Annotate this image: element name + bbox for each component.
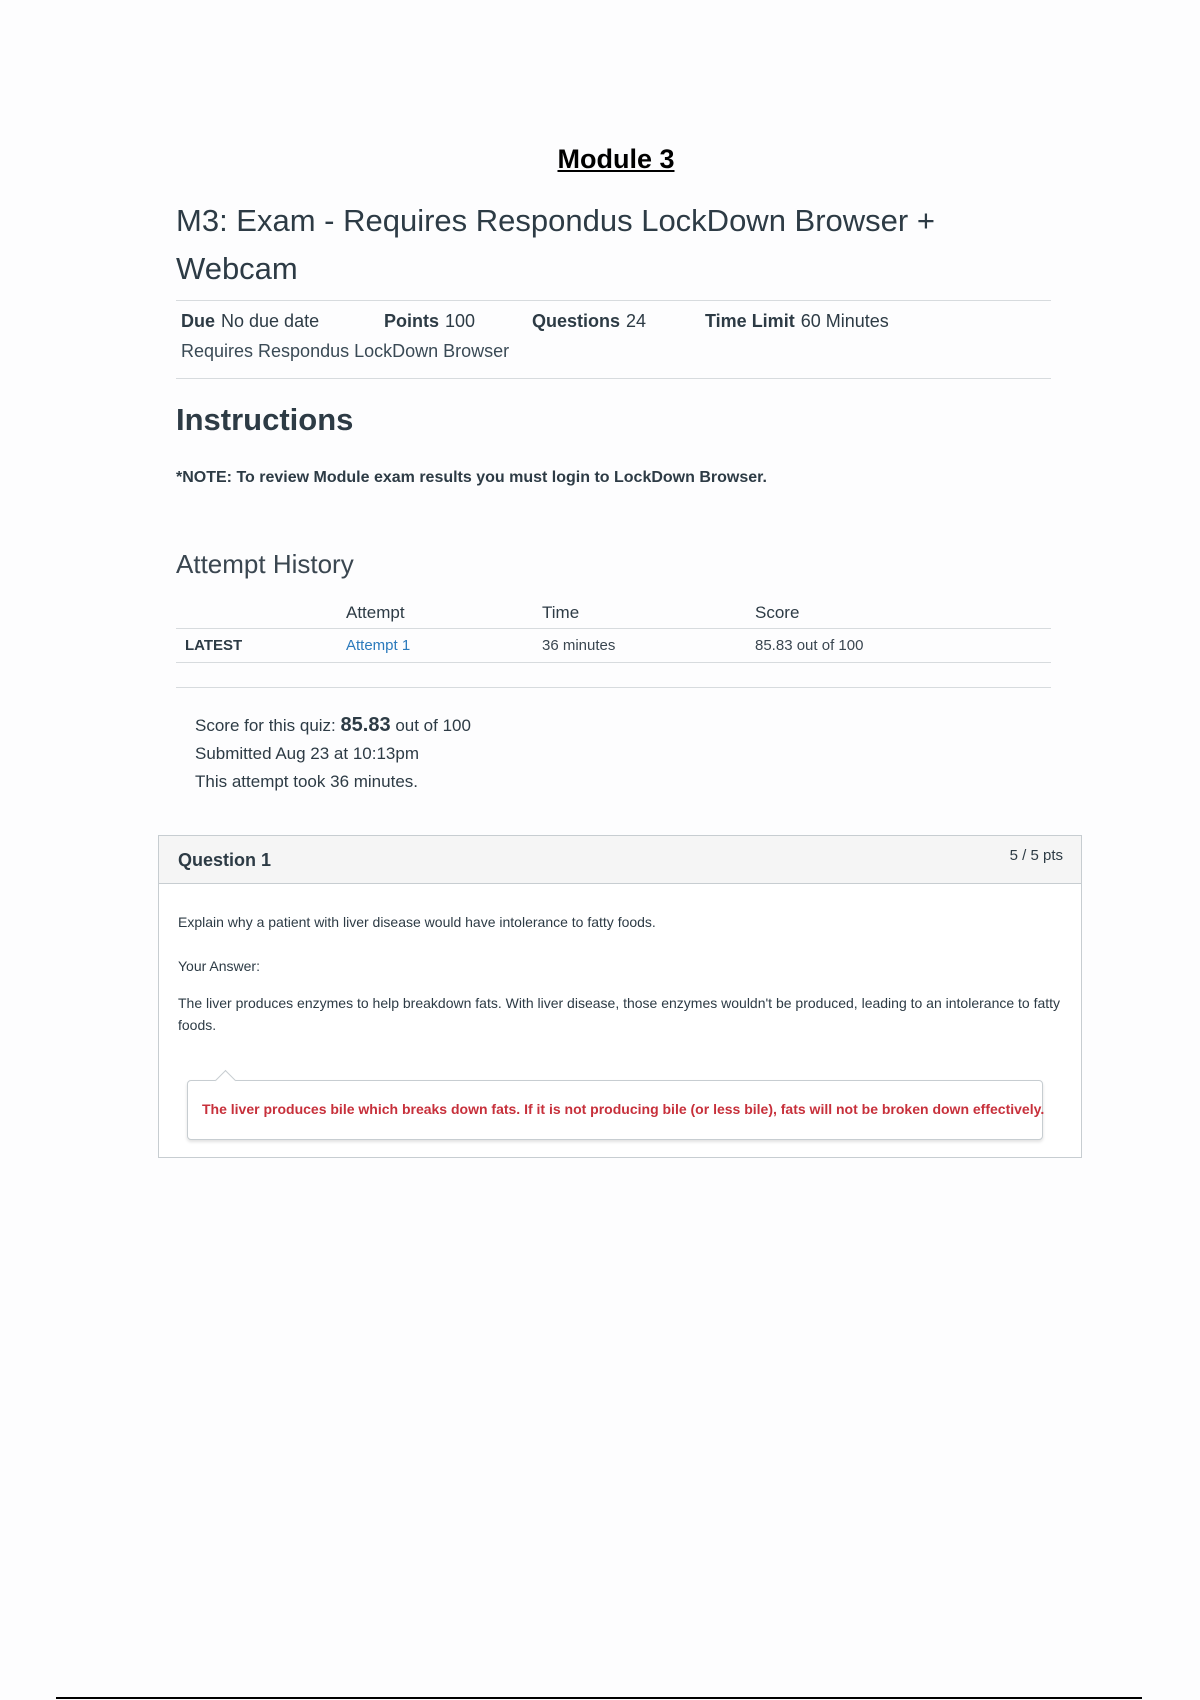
score-suffix: out of 100 [395,716,471,735]
score-summary [195,711,471,796]
divider [176,687,1051,688]
questions-label: Questions [532,311,621,331]
submitted-text: Submitted Aug 23 at 10:13pm [195,744,419,763]
time-limit-label: Time Limit [705,311,795,331]
your-answer-label: Your Answer: [178,958,260,974]
due-label: Due [181,311,216,331]
table-header-row [176,596,1051,629]
points-meta [384,311,475,332]
attempt-history-heading: Attempt History [176,549,354,579]
question-title: Question 1 [178,850,272,870]
column-header-attempt: Attempt [346,603,405,622]
answer-text: The liver produces enzymes to help breakdown fats. With liver disease, those enzymes wouldn't be produced, leading to an intolerance to fatty foods. [178,995,1061,1033]
questions-meta [532,311,646,332]
feedback-text: The liver produces bile which breaks down fats. If it is not producing bile (or less bile), fats will not be broken down effectively. [202,1101,1045,1117]
divider [176,378,1051,379]
questions-value: 24 [626,311,647,331]
score-line [195,711,471,740]
duration-text: This attempt took 36 minutes. [195,772,418,791]
latest-badge: LATEST [185,637,243,654]
instructions-note: *NOTE: To review Module exam results you must login to LockDown Browser. [176,469,767,486]
points-label: Points [384,311,440,331]
question-text: Explain why a patient with liver disease would have intolerance to fatty foods. [178,914,656,930]
instructions-heading: Instructions [176,402,354,437]
quiz-title: M3: Exam - Requires Respondus LockDown Browser + Webcam [176,203,935,286]
page-footer-rule [56,1697,1142,1699]
table-row [176,629,1051,663]
quiz-meta [181,311,1051,362]
attempt-score: 85.83 out of 100 [755,637,864,654]
feedback-box [187,1080,1043,1140]
lockdown-requirement: Requires Respondus LockDown Browser [181,341,510,361]
time-limit-meta [705,311,889,332]
time-limit-value: 60 Minutes [800,311,889,331]
attempt-1-link[interactable]: Attempt 1 [346,637,411,654]
column-header-time: Time [542,603,580,622]
column-header-score: Score [755,603,800,622]
due-value: No due date [221,311,320,331]
question-points: 5 / 5 pts [1009,847,1063,864]
due-meta [181,311,319,332]
question-card [158,835,1082,1158]
attempt-time: 36 minutes [542,637,616,654]
points-value: 100 [445,311,476,331]
document-heading: Module 3 [557,144,675,174]
score-prefix: Score for this quiz: [195,716,336,735]
divider [176,300,1051,301]
score-value: 85.83 [340,714,391,736]
question-header [159,836,1081,884]
attempt-history-table [176,596,1051,663]
